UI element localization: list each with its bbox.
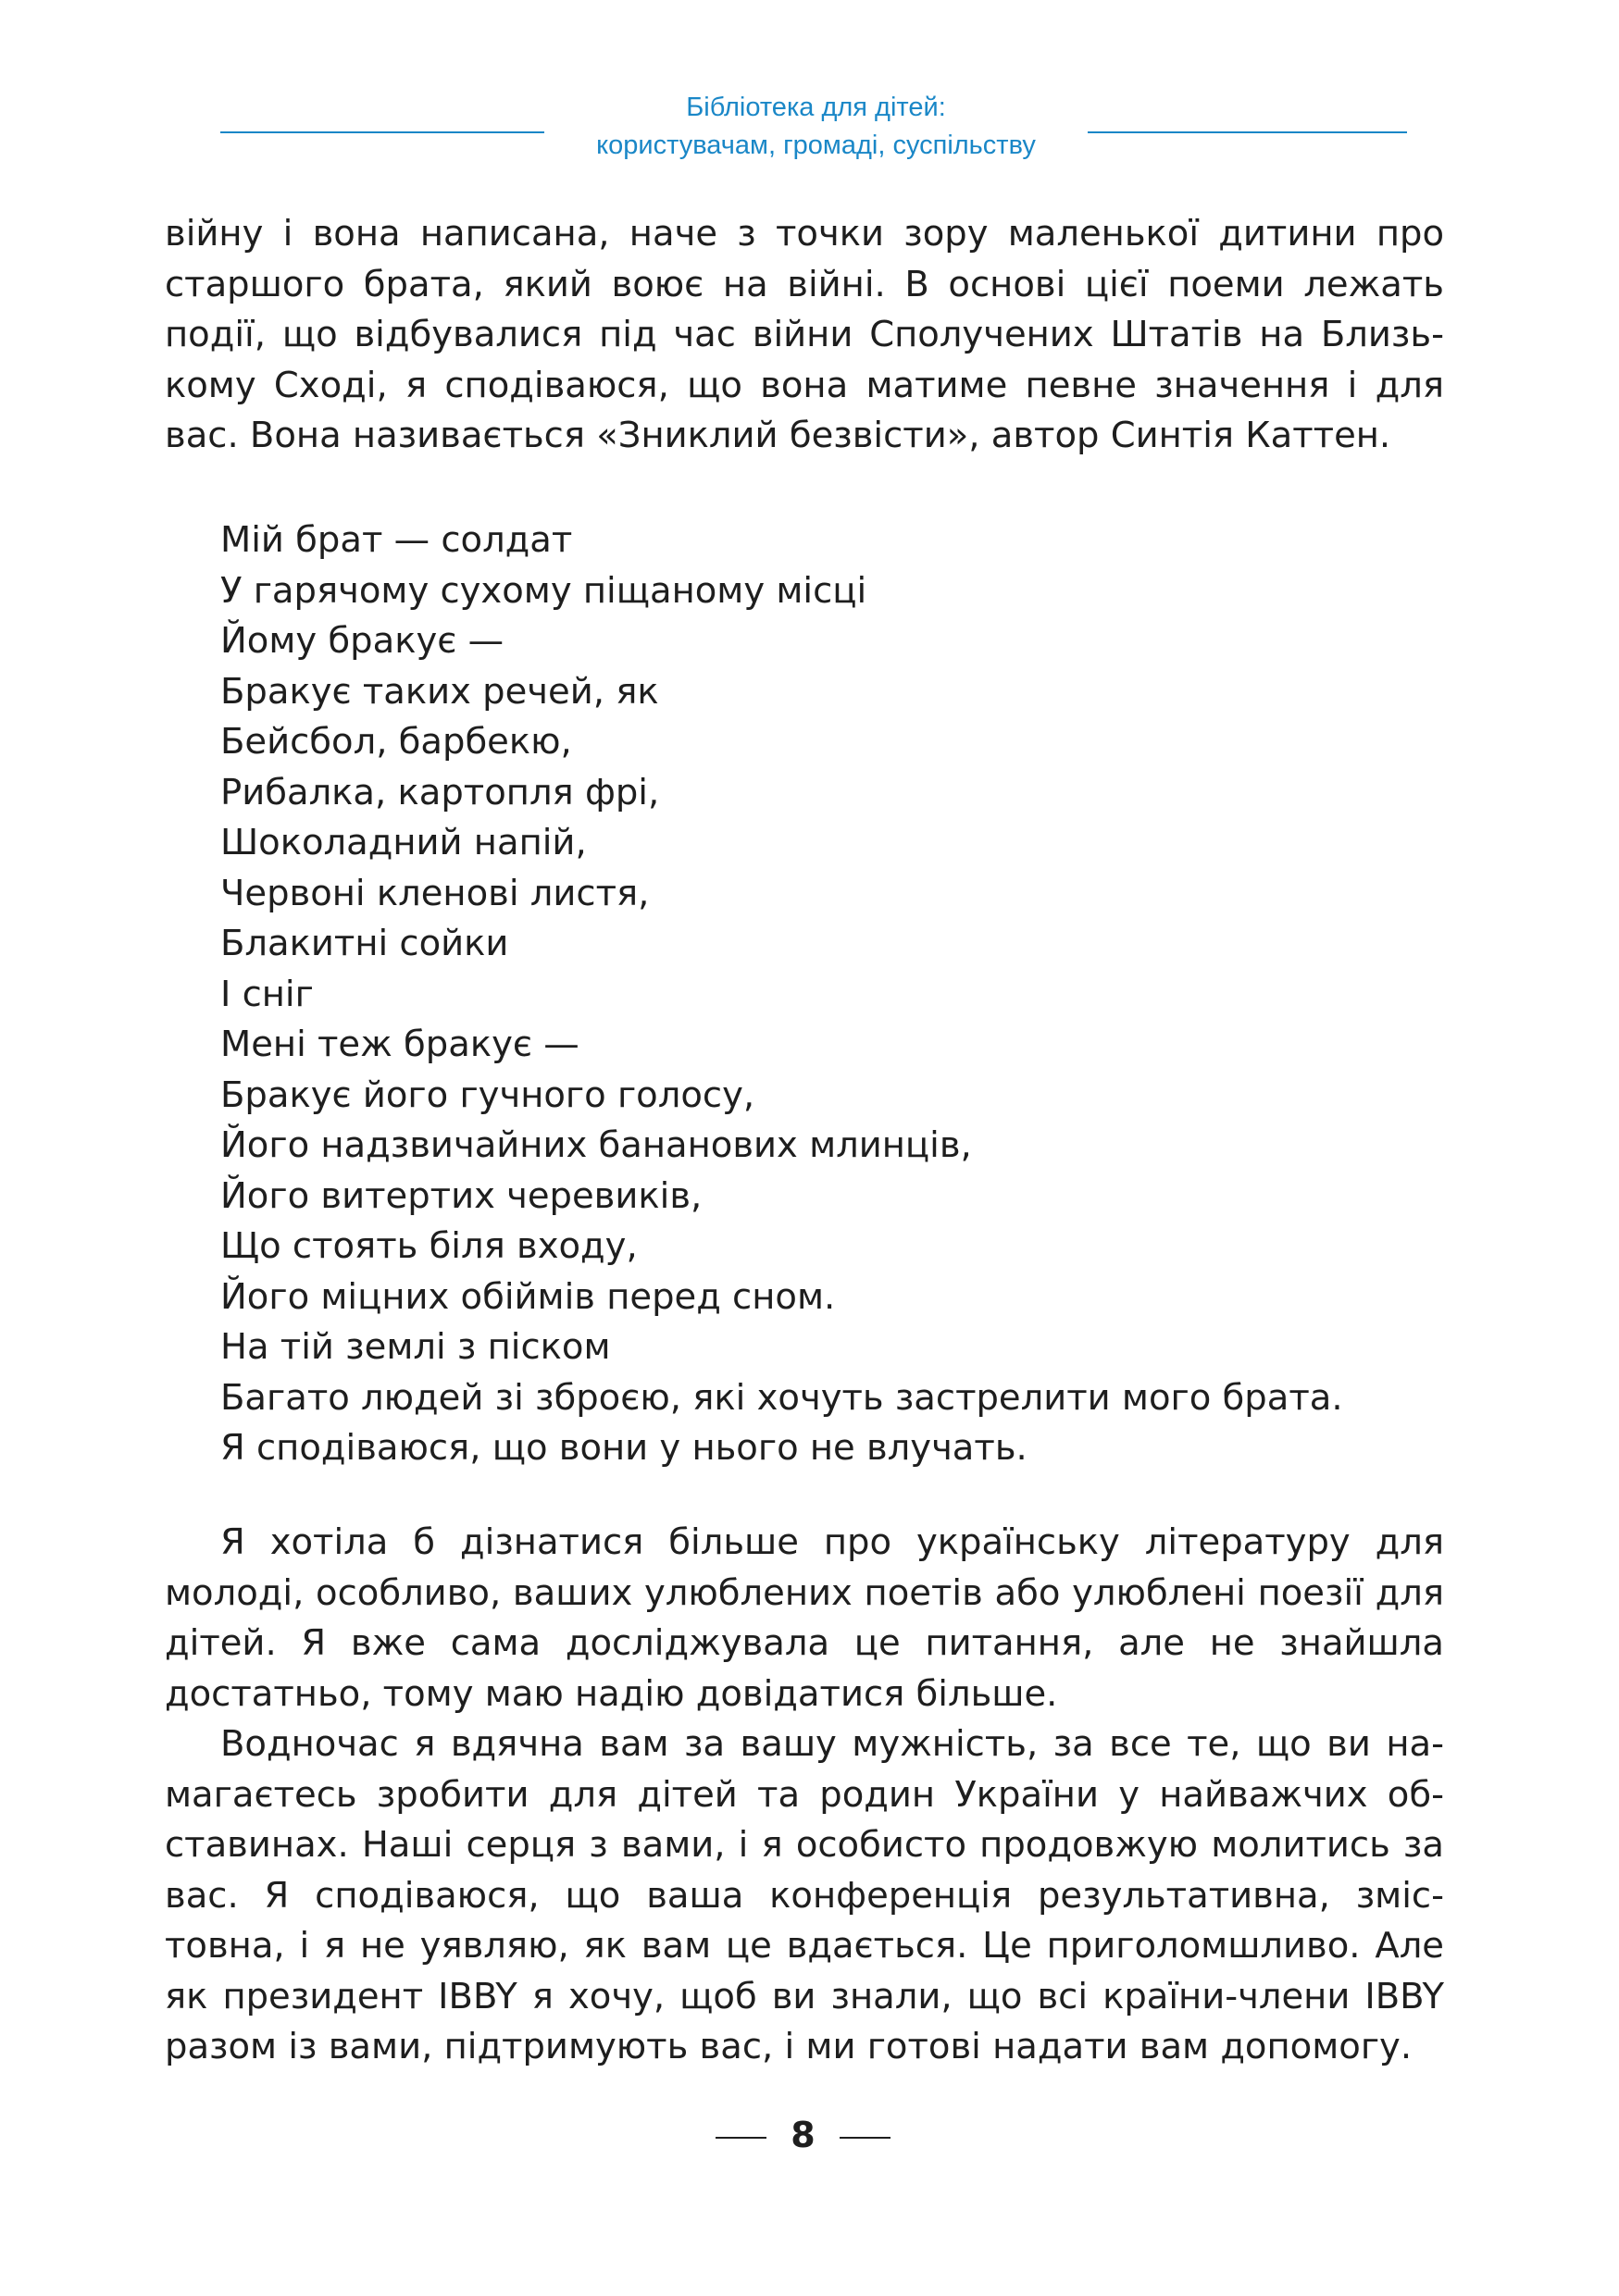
page-number-footer: [0, 2112, 1619, 2158]
poem-line: Червоні кленові листя,: [220, 872, 650, 914]
poem-line: Що стоять біля входу,: [220, 1225, 638, 1267]
closing-paragraph: Водночас я вдячна вам за вашу мужність, за все те, що ви намагаєтесь зробити для дітей та родин України у найважчих обставинах. Наші серця з вами, і я особисто продовжую молитись за вас. Я сподіваюся, що ваша конференція результативна, змістовна, і я не уявляю, як вам це вдається. Це приголомшливо. Але як президент IBBY я хочу, щоб ви знали, що всі країни-члени IBBY разом із вами, підтримують вас, і ми готові надати вам допомогу.: [165, 1723, 1444, 2067]
poem-line: У гарячому сухому піщаному місці: [220, 569, 867, 612]
closing-text-block: [165, 1518, 1444, 2073]
intro-paragraph: війну і вона написана, наче з точки зору маленької дитини про старшого брата, який воює на війні. В основі цієї поеми лежать події, що відбувалися під час війни Сполучених Штатів на Близькому Сході, я сподіваюся, що вона матиме певне значення і для вас. Вона називається «Зниклий безвісти», автор Синтія Каттен.: [165, 213, 1444, 456]
poem-line: Його витертих черевиків,: [220, 1174, 703, 1217]
header-title: [544, 89, 1088, 165]
poem-line: Бракує таких речей, як: [220, 670, 659, 713]
page-number-rule-right: [840, 2137, 890, 2139]
poem-line: Шоколадний напій,: [220, 822, 587, 863]
poem-line: Я сподіваюся, що вони у нього не влучать.: [220, 1427, 1027, 1469]
poem-line: І сніг: [220, 973, 314, 1015]
poem: [220, 515, 1343, 1474]
poem-line: На тій землі з піском: [220, 1326, 611, 1368]
header-title-line-1: Бібліотека для дітей:: [686, 93, 946, 122]
poem-line: Його міцних обіймів перед сном.: [220, 1275, 836, 1318]
header-title-line-2: користувачам, громаді, суспільству: [596, 130, 1036, 160]
closing-paragraph: Я хотіла б дізнатися більше про українську літературу для молоді, особливо, ваших улюблених поетів або улюблені поезії для дітей. Я вже сама досліджувала це питання, але не знайшла достатньо, тому маю надію довідатися більше.: [165, 1521, 1444, 1715]
poem-line: Мені теж бракує —: [220, 1024, 579, 1065]
poem-line: Бракує його гучного голосу,: [220, 1074, 755, 1116]
poem-line: Бейсбол, барбекю,: [220, 721, 572, 763]
poem-line: Рибалка, картопля фрі,: [220, 771, 660, 813]
page-number: 8: [791, 2115, 816, 2155]
header-rule-right: [1088, 131, 1407, 133]
poem-line: Блакитні сойки: [220, 923, 509, 964]
running-header: [0, 89, 1619, 181]
intro-text-block: [165, 209, 1444, 462]
poem-line: Мій брат — солдат: [220, 519, 573, 561]
page-number-rule-left: [716, 2137, 766, 2139]
poem-line: Багато людей зі зброєю, які хочуть застрелити мого брата.: [220, 1376, 1343, 1419]
header-rule-left: [220, 131, 544, 133]
poem-line: Його надзвичайних бананових млинців,: [220, 1124, 972, 1166]
poem-line: Йому бракує —: [220, 620, 504, 662]
